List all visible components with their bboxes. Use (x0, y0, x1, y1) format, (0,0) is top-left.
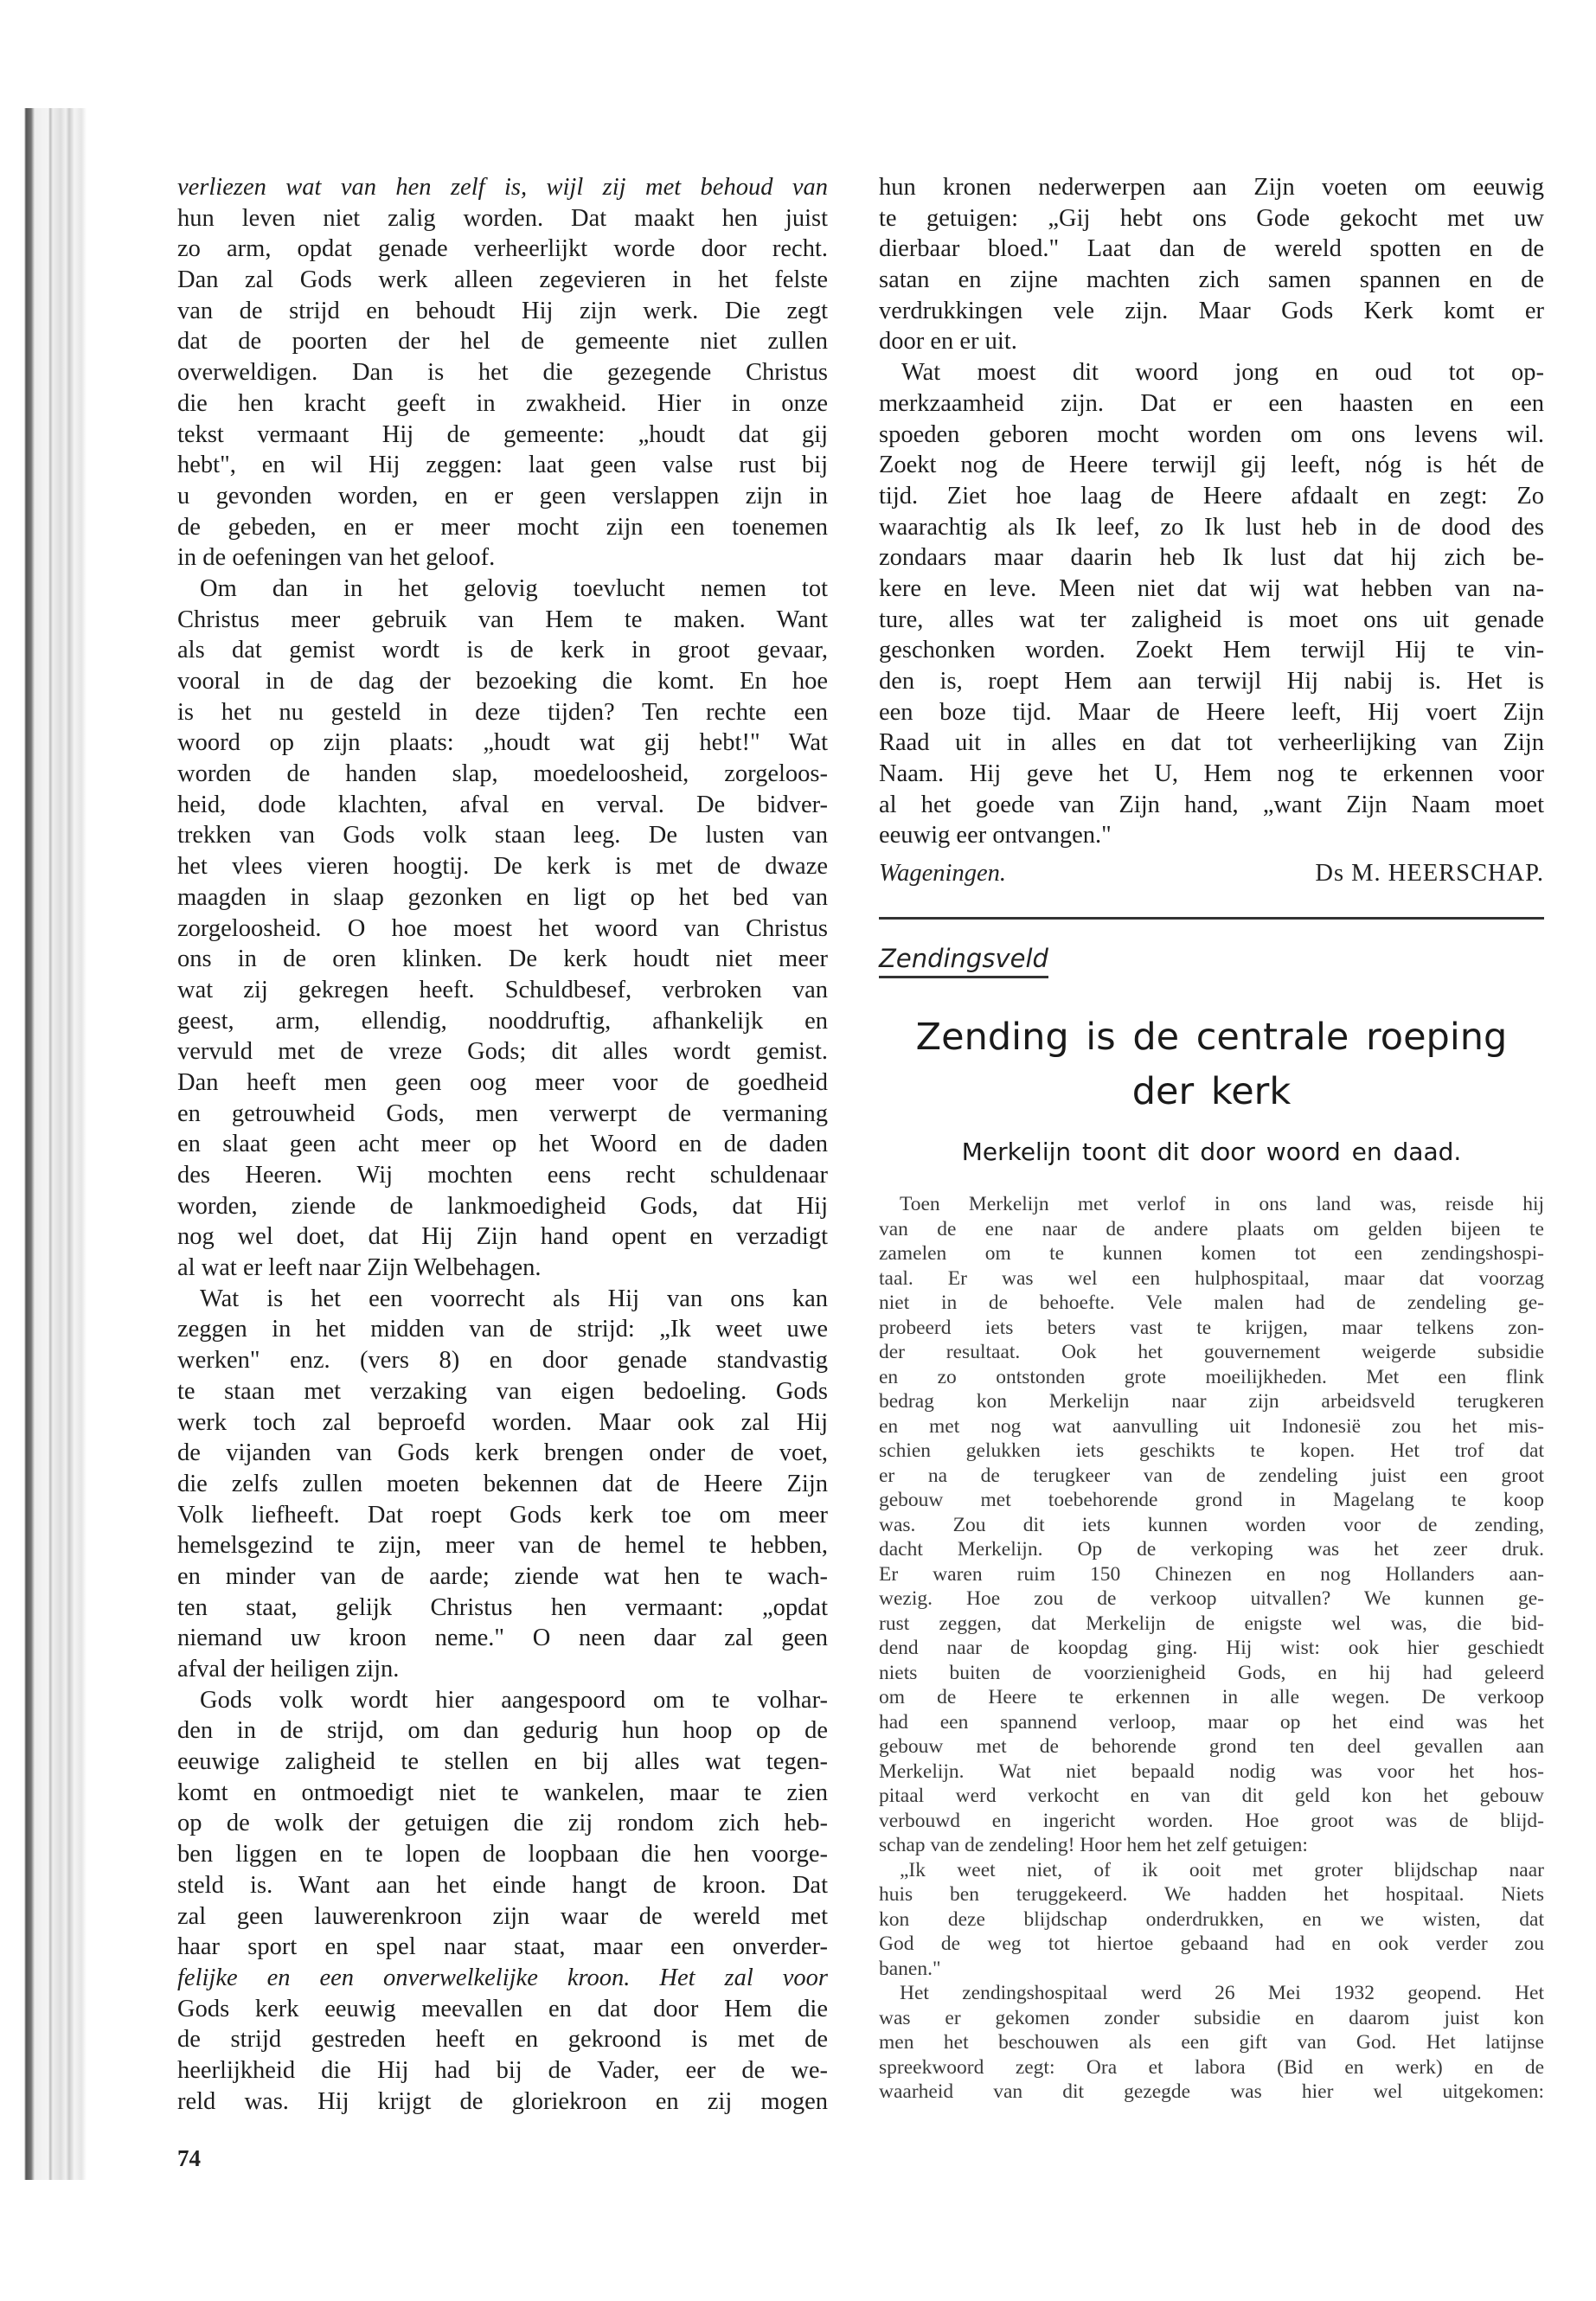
text-line: tijd. Ziet hoe laag de Heere afdaalt en zegt: Zo (879, 482, 1544, 510)
text-line: bedrag kon Merkelijn naar zijn arbeidsveld terugkeren (879, 1390, 1544, 1413)
text-line: dat de poorten der hel de gemeente niet zullen (177, 328, 828, 356)
text-line: worden, ziende de lankmoedigheid Gods, dat Hij (177, 1192, 828, 1220)
text-line: den in de strijd, om dan gedurig hun hoop op de (177, 1717, 828, 1745)
text-line: zorgeloosheid. O hoe moest het woord van Christus (177, 914, 828, 942)
text-line: Volk liefheeft. Dat roept Gods kerk toe om meer (177, 1501, 828, 1529)
text-line: zamelen om te kunnen komen tot een zendingshospi- (879, 1242, 1544, 1265)
paragraph (177, 1685, 828, 2118)
text-line: zondaars maar daarin heb Ik lust dat hij zich be- (879, 544, 1544, 572)
text-line: door en er uit. (879, 328, 1017, 356)
text-line: „Ik weet niet, of ik ooit met groter blijdschap naar (900, 1858, 1544, 1881)
text-line: nog wel doet, dat Hij Zijn hand opent en verzadigt (177, 1223, 828, 1251)
text-line: felijke en een onverwelkelijke kroon. Het zal voor (177, 1964, 828, 1991)
text-line: het vlees vieren hoogtij. De kerk is met de dwaze (177, 853, 828, 881)
text-line: waarheid van dit gezegde was hier wel uitgekomen: (879, 2080, 1544, 2103)
text-line: schap van de zendeling! Hoor hem het zelf getuigen: (879, 1834, 1308, 1856)
text-line: Dan heeft men geen oog meer voor de goedheid (177, 1068, 828, 1096)
text-line: steld is. Want aan het einde hangt de kroon. Dat (177, 1871, 828, 1899)
text-line: banen." (879, 1957, 941, 1980)
text-line: afval der heiligen zijn. (177, 1656, 400, 1682)
text-line: dend naar de koopdag ging. Hij wist: ook hier geschiedt (879, 1637, 1544, 1659)
text-line: verliezen wat van hen zelf is, wijl zij met behoud van (177, 174, 828, 201)
signature-place: Wageningen. (879, 860, 1006, 887)
text-line: verdrukkingen vele zijn. Maar Gods Kerk komt er (879, 297, 1544, 324)
paragraph (879, 172, 1544, 357)
text-line: Er waren ruim 150 Chinezen en nog Hollanders aan- (879, 1562, 1544, 1586)
text-line: tekst vermaant Hij de gemeente: „houdt dat gij (177, 420, 828, 448)
text-line: werken" enz. (vers 8) en door genade standvastig (177, 1347, 828, 1375)
text-line: niet in de behoefte. Vele malen had de zendeling ge- (879, 1292, 1544, 1314)
text-line: Gods volk wordt hier aangespoord om te volhar- (200, 1686, 828, 1714)
text-line: Gods kerk eeuwig meevallen en dat door Hem die (177, 1995, 828, 2022)
paragraph (177, 574, 828, 1284)
text-line: zal geen lauwerenkroon zijn waar de wereld met (177, 1902, 828, 1930)
text-line: al wat er leeft naar Zijn Welbehagen. (177, 1254, 542, 1282)
text-line: probeerd iets beters vast te krijgen, maar telkens zon- (879, 1316, 1544, 1339)
text-line: Om dan in het gelovig toevlucht nemen tot (200, 574, 828, 602)
text-line: Het zendingshospitaal werd 26 Mei 1932 geopend. Het (900, 1982, 1544, 2004)
text-line: men het beschouwen als een gift van God. Het latijnse (879, 2031, 1544, 2054)
text-line: had een spannend verloop, maar op het eind was het (879, 1710, 1544, 1734)
text-line: kon deze blijdschap onderdrukken, en we wisten, dat (879, 1907, 1544, 1931)
text-line: Zoekt nog de Heere terwijl gij leeft, nóg is hét de (879, 452, 1544, 479)
paragraph (177, 172, 828, 574)
page-number: 74 (177, 2145, 201, 2171)
text-line: hun leven niet zalig worden. Dat maakt hen juist (177, 204, 828, 232)
text-line: waarachtig als Ik leef, zo Ik lust heb in de dood des (879, 513, 1544, 541)
paragraph (879, 1858, 1544, 1982)
text-line: God de weg tot hiertoe gebaand had en ook verder zou (879, 1932, 1544, 1955)
text-line: spreekwoord zegt: Ora et labora (Bid en werk) en de (879, 2055, 1544, 2079)
paragraph (177, 1284, 828, 1685)
text-line: er na de terugkeer van de zendeling juist een groot (879, 1464, 1544, 1487)
text-line: taal. Er was wel een hulphospitaal, maar dat voorzag (879, 1266, 1544, 1290)
text-line: Naam. Hij geve het U, Hem nog te erkennen voor (879, 760, 1544, 788)
paragraph (879, 1192, 1544, 1858)
text-line: zo arm, opdat genade verheerlijkt worde door recht. (177, 235, 828, 263)
paragraph (879, 357, 1544, 851)
text-line: verbouwd en ingericht worden. Hoe groot was de blijd- (879, 1809, 1544, 1832)
text-line: van de ene naar de andere plaats om gelden bijeen te (879, 1217, 1544, 1240)
text-line: van de strijd en behoudt Hij zijn werk. Die zegt (177, 297, 828, 324)
article-headline (879, 1010, 1544, 1119)
signature-author: Ds M. HEERSCHAP. (1315, 860, 1544, 887)
text-line: werk toch zal beproefd worden. Maar ook zal Hij (177, 1408, 828, 1436)
text-line: die zelfs zullen moeten bekennen dat de Heere Zijn (177, 1470, 828, 1497)
text-line: en zo ontstonden grote moeilijkheden. Met een flink (879, 1365, 1544, 1388)
text-line: al het goede van Zijn hand, „want Zijn Naam moet (879, 791, 1544, 818)
left-text-column (177, 172, 828, 2117)
text-line: zeggen in het midden van de strijd: „Ik weet uwe (177, 1316, 828, 1343)
text-line: des Heeren. Wij mochten eens recht schuldenaar (177, 1162, 828, 1189)
text-line: een boze tijd. Maar de Heere leeft, Hij voert Zijn (879, 698, 1544, 726)
text-line: pitaal werd verkocht en van dit geld kon het gebouw (879, 1785, 1544, 1807)
right-text-column (879, 172, 1544, 851)
text-line: te getuigen: „Gij hebt ons Gode gekocht met uw (879, 204, 1544, 232)
text-line: was er gekomen zonder subsidie en daarom juist kon (879, 2006, 1544, 2029)
text-line: Dan zal Gods werk alleen zegevieren in het felste (177, 266, 828, 294)
text-line: kere en leve. Meen niet dat wij wat hebben van na- (879, 574, 1544, 602)
text-line: en getrouwheid Gods, men verwerpt de vermaning (177, 1099, 828, 1127)
text-line: de gebeden, en er meer mocht zijn een toenemen (177, 513, 828, 541)
paragraph (879, 1981, 1544, 2105)
text-line: als dat gemist wordt is de kerk in groot gevaar, (177, 637, 828, 664)
text-line: spoeden geboren mocht worden om ons levens wil. (879, 420, 1544, 448)
text-line: wezig. Hoe zou de verkoop uitvallen? We kunnen ge- (879, 1587, 1544, 1610)
text-line: den is, roept Hem aan terwijl Hij nabij is. Het is (879, 668, 1544, 695)
text-line: Toen Merkelijn met verlof in ons land was, reisde hij (900, 1193, 1544, 1215)
binding-edge-shadow (24, 108, 87, 2180)
text-line: en met nog wat aanvulling uit Indonesië zou het mis- (879, 1414, 1544, 1438)
text-line: maagden in slaap gezonken en ligt op het bed van (177, 883, 828, 911)
text-line: ben liggen en te lopen de loopbaan die hen voorge- (177, 1841, 828, 1868)
text-line: heid, dode klachten, afval en verval. De bidver- (177, 791, 828, 818)
text-line: merkzaamheid zijn. Dat er een haasten en een (879, 389, 1544, 417)
text-line: woord op zijn plaats: „houdt wat gij hebt!" Wat (177, 729, 828, 757)
text-line: ten staat, gelijk Christus hen vermaant: „opdat (177, 1593, 828, 1621)
text-line: geschonken worden. Zoekt Hem terwijl Hij te vin- (879, 637, 1544, 664)
text-line: dacht Merkelijn. Op de verkoping was het zeer druk. (879, 1538, 1544, 1561)
text-line: Wat is het een voorrecht als Hij van ons kan (200, 1285, 828, 1312)
text-line: geest, arm, ellendig, nooddruftig, afhankelijk en (177, 1007, 828, 1035)
text-line: overweldigen. Dan is het die gezegende Christus (177, 359, 828, 387)
text-line: Christus meer gebruik van Hem te maken. Want (177, 606, 828, 633)
text-line: te staan met verzaking van eigen bedoeling. Gods (177, 1377, 828, 1405)
text-line: satan en zijne machten zich samen spannen en de (879, 266, 1544, 294)
text-line: reld was. Hij krijgt de gloriekroon en zij mogen (177, 2087, 828, 2115)
text-line: en slaat geen acht meer op het Woord en de daden (177, 1131, 828, 1158)
text-line: gebouw met toebehorende grond in Magelang te koop (879, 1489, 1544, 1511)
text-line: rust zeggen, dat Merkelijn de enigste wel was, die bid- (879, 1612, 1544, 1635)
text-line: niemand uw kroon neme." O neen daar zal geen (177, 1625, 828, 1652)
text-line: om de Heere te erkennen in alle wegen. De verkoop (879, 1686, 1544, 1708)
text-line: is het nu gesteld in deze tijden? Ten rechte een (177, 698, 828, 726)
text-line: niets buiten de voorzienigheid Gods, en hij had geleerd (879, 1661, 1544, 1684)
article-body (879, 1192, 1544, 2105)
text-line: hemelsgezind te zijn, meer van de hemel te hebben, (177, 1532, 828, 1560)
section-label: Zendingsveld (879, 943, 1048, 978)
text-line: was. Zou dit iets kunnen worden voor de zending, (879, 1513, 1544, 1536)
text-line: schien gelukken iets geschikts te kopen. Het trof dat (879, 1439, 1544, 1462)
text-line: op de wolk der getuigen die zij rondom zich heb- (177, 1810, 828, 1837)
text-line: eeuwige zaligheid te stellen en bij alles wat tegen- (177, 1748, 828, 1776)
text-line: eeuwig eer ontvangen." (879, 822, 1112, 849)
text-line: ons in de oren klinken. De kerk houdt niet meer (177, 945, 828, 973)
text-line: haar sport en spel naar staat, maar een onverder- (177, 1933, 828, 1961)
text-line: Wat moest dit woord jong en oud tot op- (901, 359, 1544, 387)
text-line: de vijanden van Gods kerk brengen onder de voet, (177, 1439, 828, 1467)
text-line: hebt", en wil Hij zeggen: laat geen valse rust bij (177, 452, 828, 479)
text-line: dierbaar bloed." Laat dan de wereld spotten en de (879, 235, 1544, 263)
text-line: heerlijkheid die Hij had bij de Vader, eer de we- (177, 2056, 828, 2084)
text-line: in de oefeningen van het geloof. (177, 544, 496, 572)
text-line: die hen kracht geeft in zwakheid. Hier in onze (177, 389, 828, 417)
article-subheadline: Merkelijn toont dit door woord en daad. (961, 1138, 1462, 1166)
text-line: vooral in de dag der bezoeking die komt. En hoe (177, 668, 828, 695)
text-line: en minder van de aarde; ziende wat hen te wach- (177, 1562, 828, 1590)
text-line: de strijd gestreden heeft en gekroond is met de (177, 2026, 828, 2054)
headline-line-1: Zending is de centrale roeping (915, 1016, 1508, 1059)
text-line: vervuld met de vreze Gods; dit alles wordt gemist. (177, 1038, 828, 1066)
text-line: worden de handen slap, moedeloosheid, zorgeloos- (177, 760, 828, 788)
text-line: gebouw met de behorende grond ten deel gevallen aan (879, 1735, 1544, 1758)
text-line: trekken van Gods volk staan leeg. De lusten van (177, 822, 828, 849)
text-line: komt en ontmoedigt niet te wankelen, maar te zien (177, 1779, 828, 1806)
text-line: Raad uit in alles en dat tot verheerlijking van Zijn (879, 729, 1544, 757)
headline-line-2: der kerk (1131, 1070, 1292, 1113)
text-line: huis ben teruggekeerd. We hadden het hospitaal. Niets (879, 1883, 1544, 1906)
text-line: hun kronen nederwerpen aan Zijn voeten om eeuwig (879, 174, 1544, 201)
text-line: Merkelijn. Wat niet bepaald nodig was voor het hos- (879, 1759, 1544, 1783)
signature-line (879, 858, 1544, 889)
text-line: ture, alles wat ter zaligheid is moet ons uit genade (879, 606, 1544, 633)
text-line: der resultaat. Ook het gouvernement weigerde subsidie (879, 1341, 1544, 1363)
text-line: wat zij gekregen heeft. Schuldbesef, verbroken van (177, 976, 828, 1003)
section-divider (879, 917, 1544, 920)
text-line: u gevonden worden, en er geen verslappen zijn in (177, 482, 828, 510)
